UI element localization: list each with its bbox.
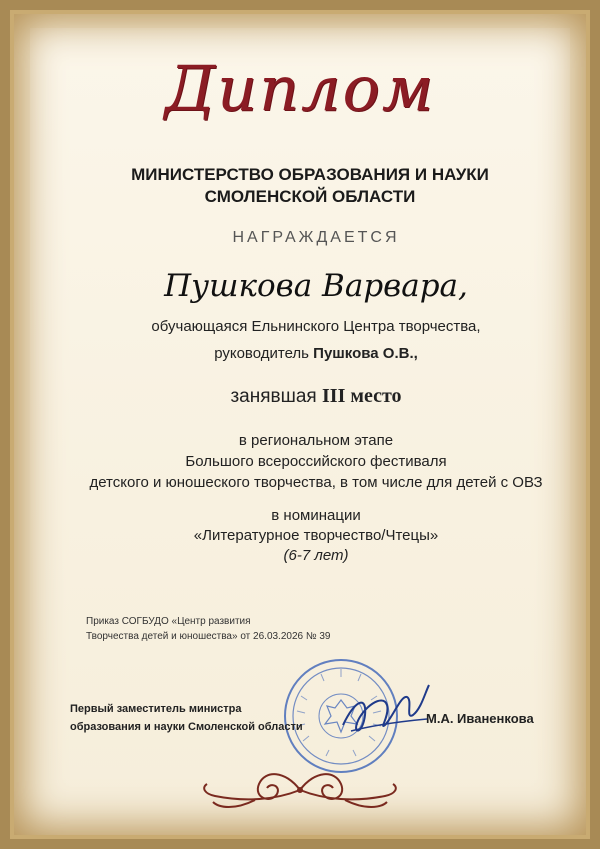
leader-name: Пушкова О.В.,: [313, 345, 418, 362]
place-rank: III место: [322, 385, 402, 407]
stage-line-1: в региональном этапе: [238, 432, 394, 449]
stage-line-3: детского и юношеского творчества, в том числе для детей с ОВЗ: [89, 474, 543, 491]
ministry-line-1: МИНИСТЕРСТВО ОБРАЗОВАНИЯ И НАУКИ: [131, 165, 489, 184]
signer-title-line-2: образования и науки Смоленской области: [70, 721, 303, 733]
stage-line-2: Большого всероссийского фестиваля: [185, 453, 447, 470]
leader-line: [0, 345, 600, 362]
recipient-name: Пушкова Варвара,: [164, 268, 468, 304]
order-reference: [86, 614, 331, 644]
place-line: [0, 385, 600, 408]
ministry-heading: [0, 164, 600, 208]
diploma-title: Диплом: [164, 52, 436, 125]
signer-title-line-1: Первый заместитель министра: [70, 703, 242, 715]
place-prefix: занявшая: [230, 386, 317, 407]
signer-name: М.А. Иваненкова: [426, 711, 534, 726]
nomination-value: «Литературное творчество/Чтецы»: [193, 527, 439, 544]
age-group: (6-7 лет): [283, 547, 349, 564]
decorative-ornament-icon: [195, 760, 405, 816]
leader-prefix: руководитель: [214, 345, 309, 362]
student-line: обучающаяся Ельнинского Центра творчества,: [151, 318, 481, 335]
signature-icon: [335, 675, 435, 745]
nomination-label: в номинации: [271, 507, 361, 524]
awarded-label: НАГРАЖДАЕТСЯ: [232, 229, 400, 246]
order-line-1: Приказ СОГБУДО «Центр развития: [86, 616, 251, 627]
ministry-line-2: СМОЛЕНСКОЙ ОБЛАСТИ: [204, 187, 416, 206]
signer-title: [70, 700, 303, 736]
order-line-2: Творчества детей и юношества» от 26.03.2026 № 39: [86, 631, 331, 642]
